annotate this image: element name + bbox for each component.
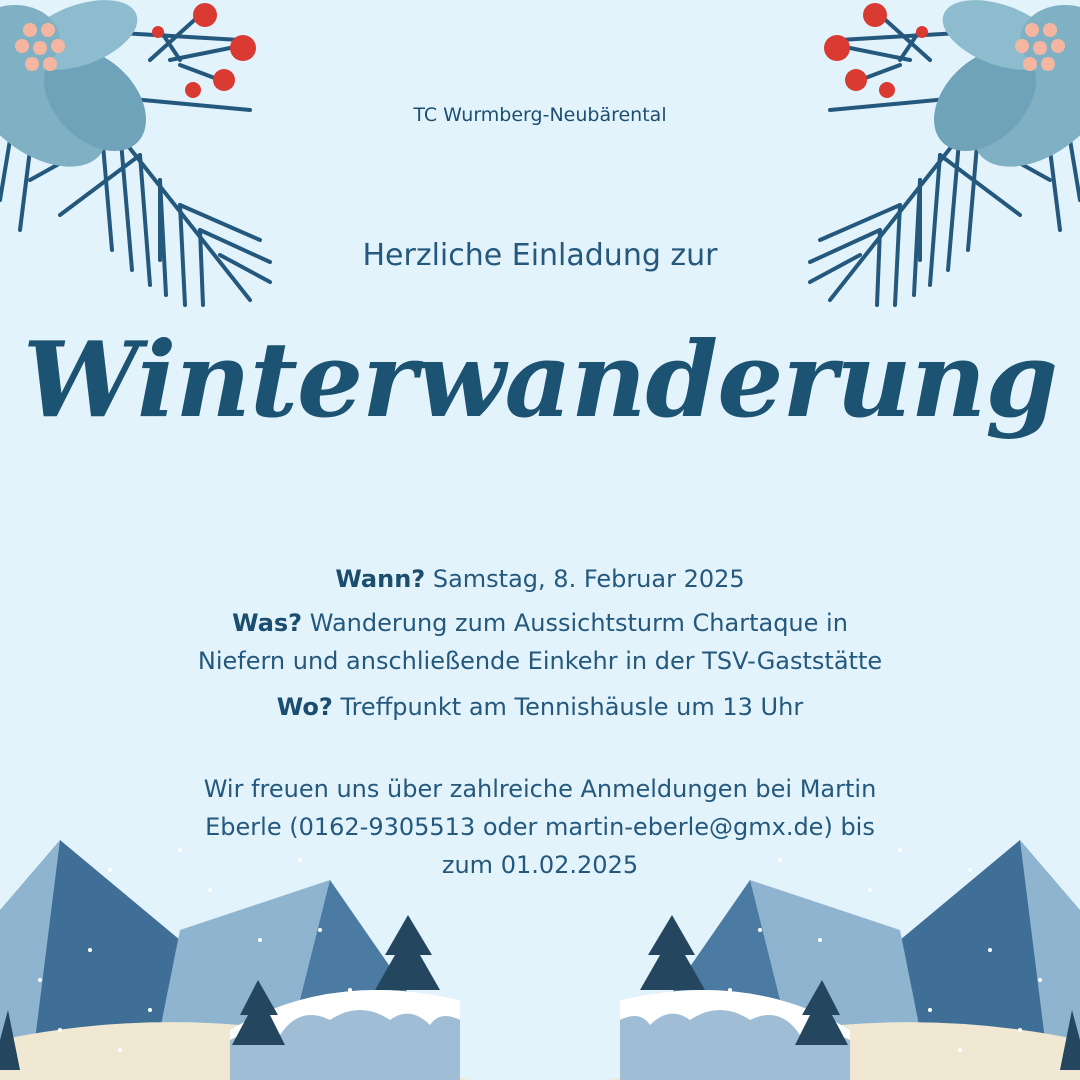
what-label: Was?	[232, 609, 303, 637]
berry-icon	[824, 3, 928, 98]
event-title: Winterwanderung	[22, 318, 1058, 441]
berry-icon	[152, 3, 256, 98]
registration-note	[0, 770, 1080, 884]
when-label: Wann?	[335, 565, 426, 593]
where-value: Treffpunkt am Tennishäusle um 13 Uhr	[340, 693, 804, 721]
what-value-line1: Wanderung zum Aussichtsturm Chartaque in	[309, 609, 848, 637]
what-value-line2: Niefern und anschließende Einkehr in der TSV-Gaststätte	[197, 647, 883, 675]
registration-line3: zum 01.02.2025	[441, 851, 639, 879]
where-label: Wo?	[276, 693, 333, 721]
detail-what	[0, 604, 1080, 680]
invitation-intro: Herzliche Einladung zur	[362, 238, 718, 273]
detail-when	[0, 560, 1080, 598]
when-value: Samstag, 8. Februar 2025	[432, 565, 745, 593]
registration-line2: Eberle (0162-9305513 oder martin-eberle@gmx.de) bis	[205, 813, 875, 841]
detail-where	[0, 688, 1080, 726]
registration-line1: Wir freuen uns über zahlreiche Anmeldungen bei Martin	[203, 775, 877, 803]
club-name: TC Wurmberg-Neubärental	[413, 104, 667, 126]
